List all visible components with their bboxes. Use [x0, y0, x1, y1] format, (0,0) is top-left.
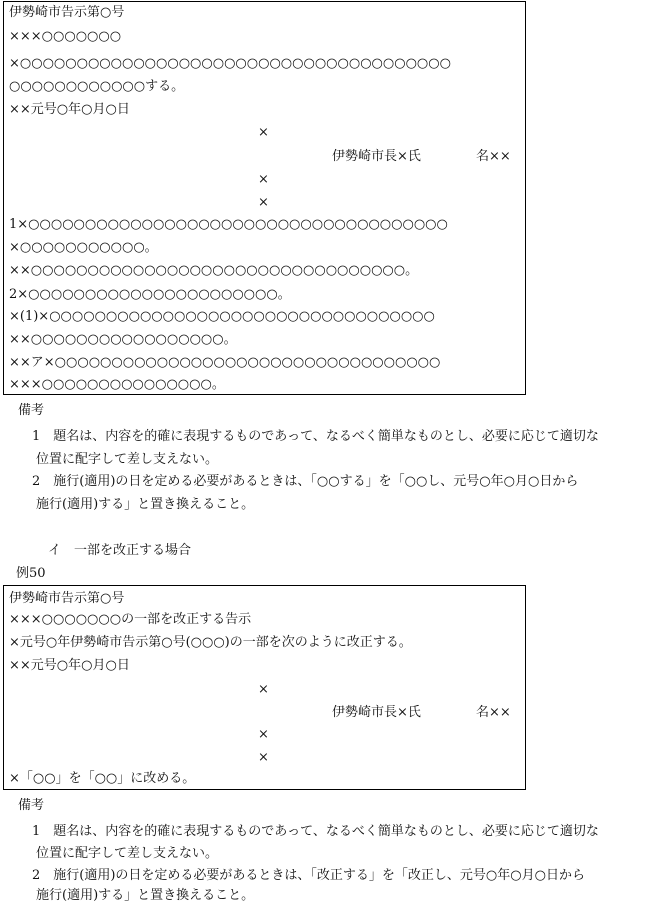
- notice-signer-name: 名××: [476, 705, 511, 720]
- notice-spacer-mark: ×: [258, 682, 269, 697]
- notice-amendment-text: ×「○○」を「○○」に改める。: [9, 771, 196, 786]
- remarks-item-1-cont: 位置に配字して差し支えない。: [36, 846, 219, 861]
- notice-item-2: 2×○○○○○○○○○○○○○○○○○○○○○○。: [9, 287, 291, 302]
- notice-subject: ×××○○○○○○○の一部を改正する告示: [9, 612, 252, 627]
- notice-signer: 伊勢崎市長×氏: [332, 705, 421, 720]
- notice-item-1-cont: ×○○○○○○○○○○○。: [9, 240, 158, 255]
- notice-spacer-mark: ×: [258, 750, 269, 765]
- notice-spacer-mark: ×: [258, 195, 269, 210]
- example-label: 例50: [16, 566, 46, 581]
- notice-body-line: ○○○○○○○○○○○○する。: [9, 79, 185, 94]
- notice-signer-name: 名××: [476, 149, 511, 164]
- remarks-item-1-cont: 位置に配字して差し支えない。: [36, 452, 219, 467]
- notice-item-line: ××○○○○○○○○○○○○○○○○○○○○○○○○○○○○○○○○○。: [9, 263, 419, 278]
- notice-subject: ×××○○○○○○○: [9, 29, 122, 44]
- section-heading: イ 一部を改正する場合: [48, 543, 192, 558]
- notice-subitem-1-cont: ××○○○○○○○○○○○○○○○○○。: [9, 332, 237, 347]
- notice-date: ××元号○年○月○日: [9, 658, 130, 673]
- notice-item-1: 1×○○○○○○○○○○○○○○○○○○○○○○○○○○○○○○○○○○○○○: [9, 217, 448, 232]
- remarks-item-1: 1 題名は、内容を的確に表現するものであって、なるべく簡単なものとし、必要に応じて適切な: [32, 824, 599, 839]
- notice-spacer-mark: ×: [258, 125, 269, 140]
- notice-subitem-1: ×(1)×○○○○○○○○○○○○○○○○○○○○○○○○○○○○○○○○○○: [9, 309, 435, 324]
- notice-signer: 伊勢崎市長×氏: [332, 149, 421, 164]
- remarks-item-2-cont: 施行(適用)する」と置き換えること。: [36, 888, 255, 903]
- remarks-item-2: 2 施行(適用)の日を定める必要があるときは、「○○する」を「○○し、元号○年○月○日から: [32, 474, 579, 489]
- remarks-heading: 備考: [18, 403, 45, 418]
- remarks-heading: 備考: [18, 798, 45, 813]
- notice-body-line: ×元号○年伊勢崎市告示第○号(○○○)の一部を次のように改正する。: [9, 635, 412, 650]
- notice-date: ××元号○年○月○日: [9, 102, 130, 117]
- notice-spacer-mark: ×: [258, 172, 269, 187]
- notice-title: 伊勢崎市告示第○号: [9, 591, 125, 606]
- notice-subitem-a-cont: ×××○○○○○○○○○○○○○○○。: [9, 377, 225, 392]
- notice-spacer-mark: ×: [258, 727, 269, 742]
- remarks-item-2: 2 施行(適用)の日を定める必要があるときは、「改正する」を「改正し、元号○年○月○日から: [32, 868, 585, 883]
- remarks-item-2-cont: 施行(適用)する」と置き換えること。: [36, 497, 255, 512]
- notice-subitem-a: ××ア×○○○○○○○○○○○○○○○○○○○○○○○○○○○○○○○○○○: [9, 355, 441, 370]
- remarks-item-1: 1 題名は、内容を的確に表現するものであって、なるべく簡単なものとし、必要に応じて適切な: [32, 429, 599, 444]
- notice-body-line: ×○○○○○○○○○○○○○○○○○○○○○○○○○○○○○○○○○○○○○○: [9, 56, 451, 71]
- notice-title: 伊勢崎市告示第○号: [9, 5, 125, 20]
